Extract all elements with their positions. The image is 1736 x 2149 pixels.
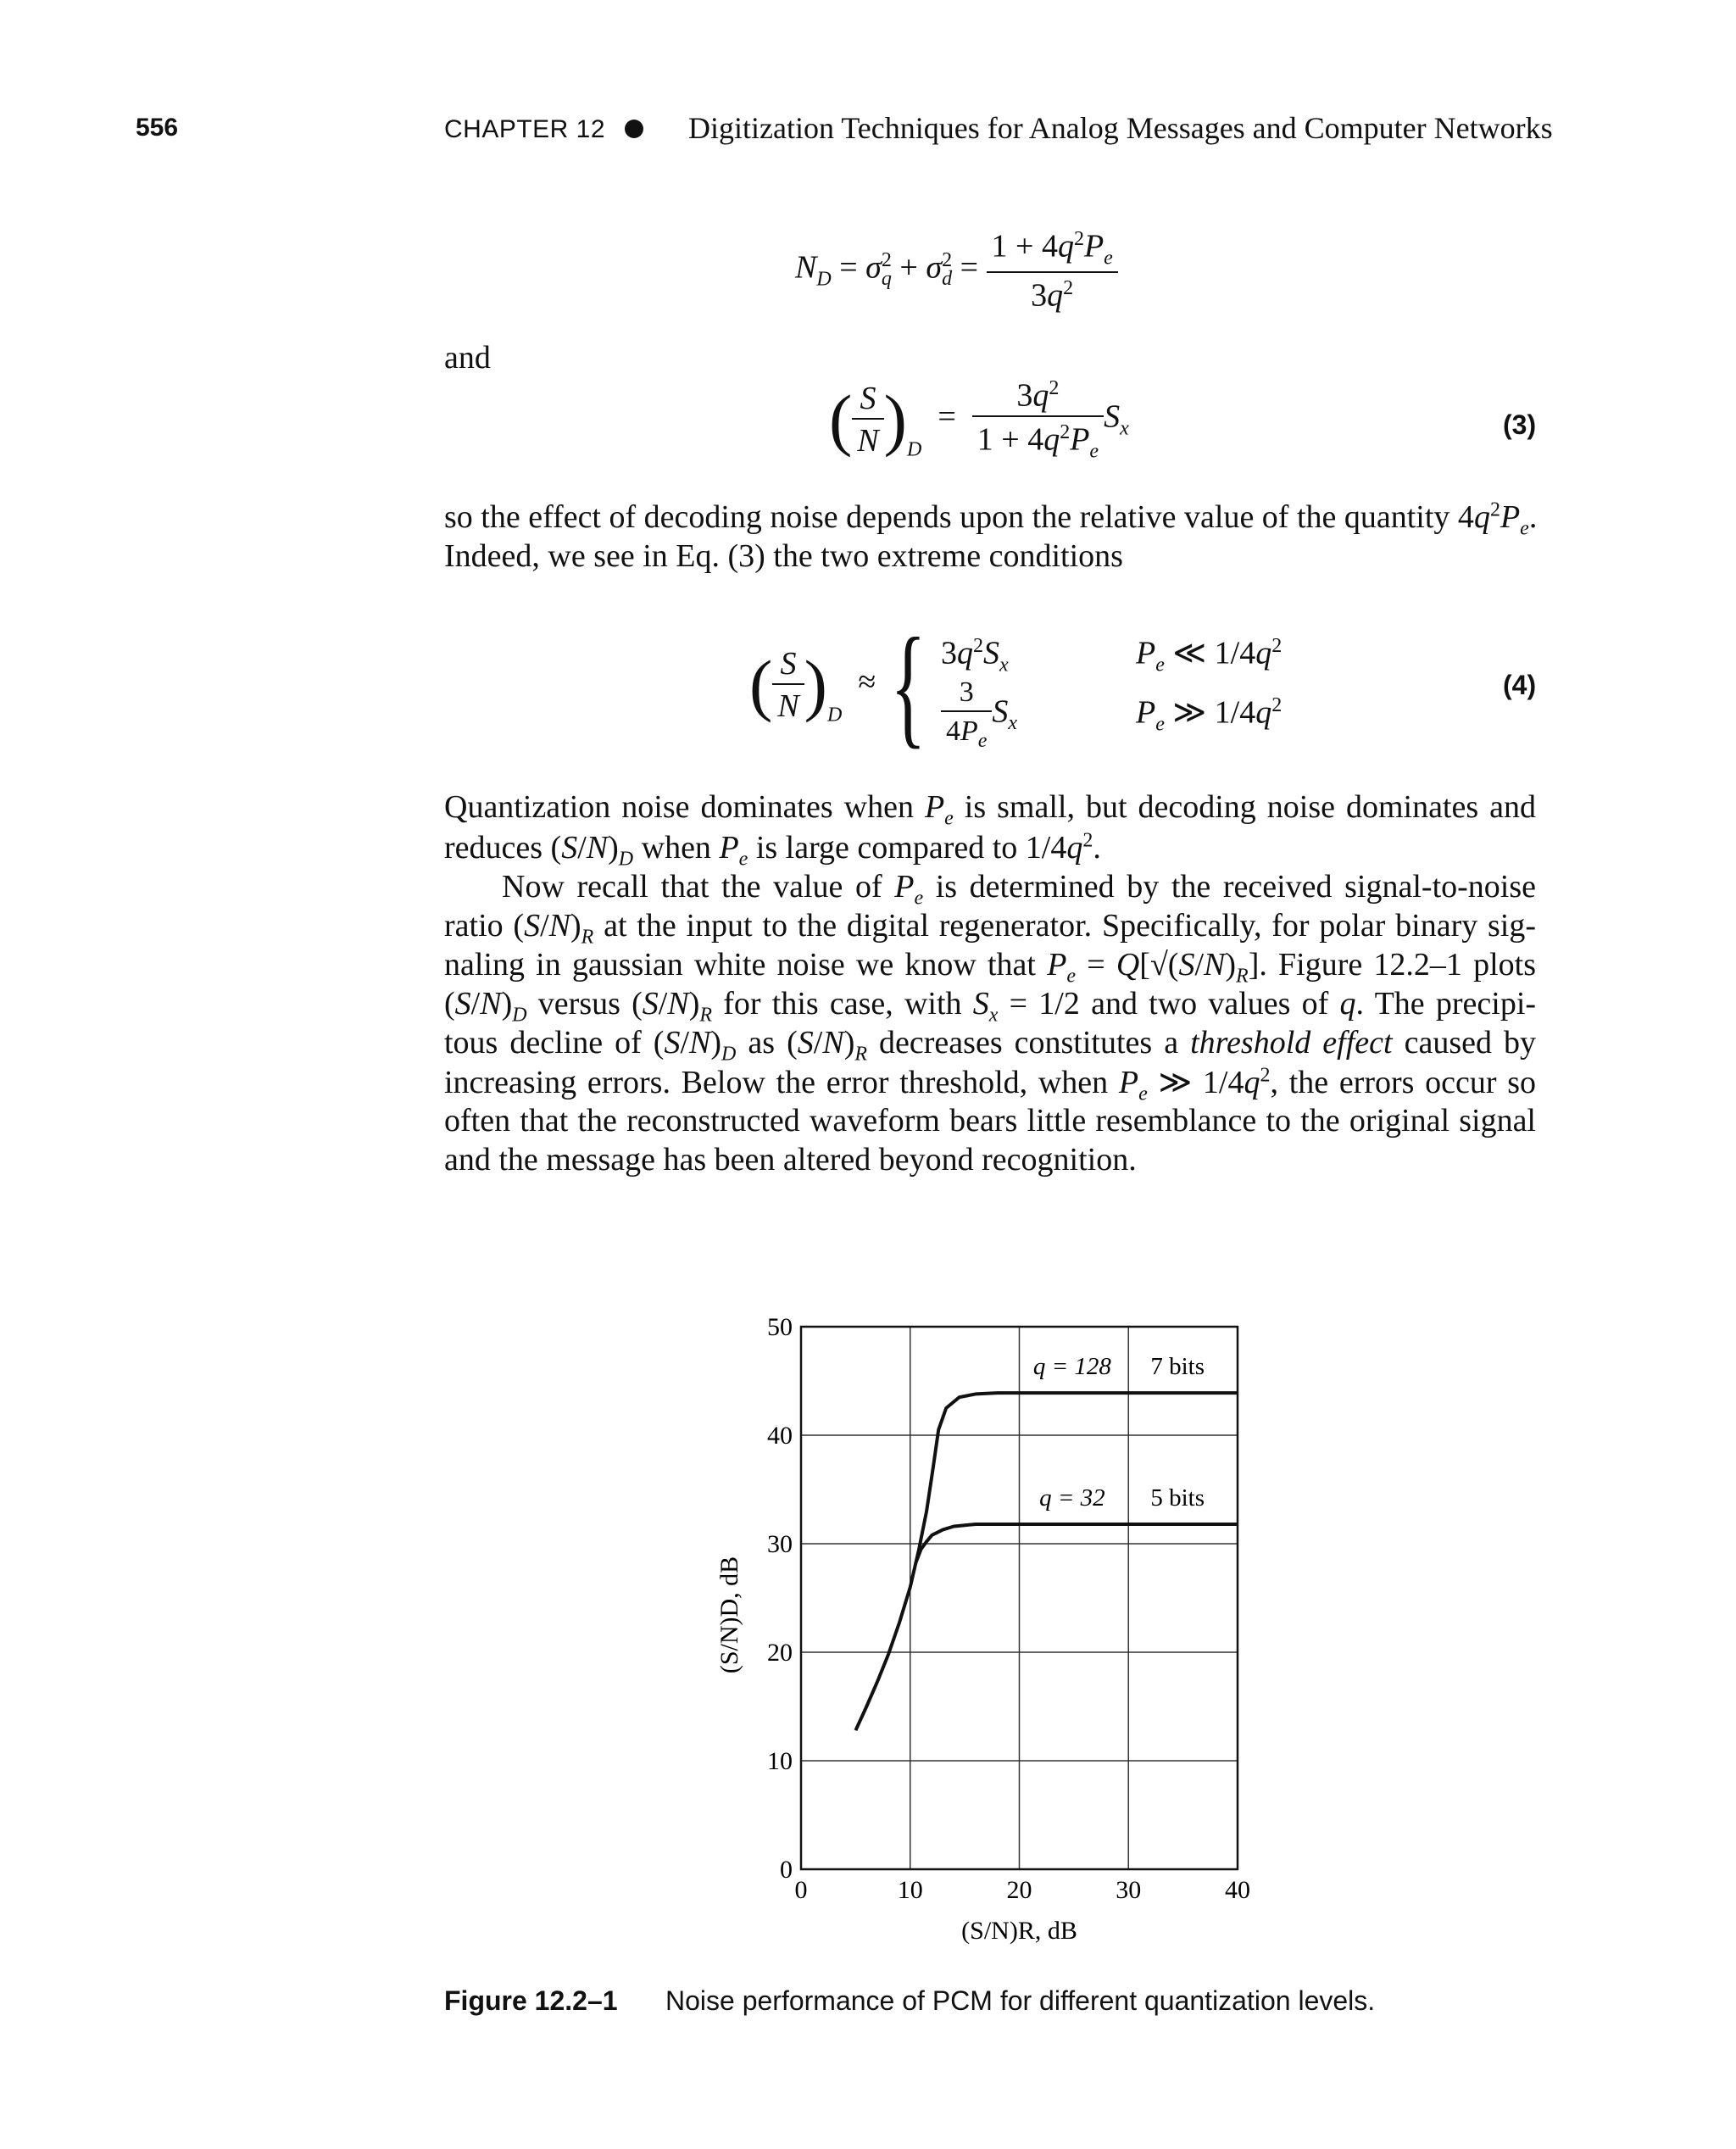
- pcm-noise-chart: [704, 1306, 1297, 1967]
- paragraph-line: Now recall that the value of $P_e$ is determined by the received signal-to-noise: [502, 869, 1536, 910]
- paragraph-line: often that the reconstructed waveform bears little resemblance to the original signal: [444, 1103, 1536, 1139]
- chapter-title: Digitization Techniques for Analog Messages and Computer Networks: [688, 111, 1553, 145]
- x-tick-label: 0: [794, 1876, 808, 1904]
- x-tick-label: 30: [1116, 1876, 1142, 1904]
- equation-nd: $N_D = \sigma^2_q + \sigma^2_d$ = $\frac{1 + 4q^2P_e}{3q^2}$: [795, 229, 1118, 312]
- paragraph-line: increasing errors. Below the error threshold, when $P_e$ ≫ $1/4q^2$, the errors occur so: [444, 1064, 1537, 1105]
- equation-4-number: (4): [1503, 670, 1537, 700]
- y-tick-label: 10: [767, 1747, 793, 1775]
- paragraph-line: naling in gaussian white noise we know that $P_e = Q[√(S/N)_R]$. Figure 12.2–1 plots: [444, 947, 1537, 988]
- figure-caption-text: Noise performance of PCM for different quantization levels.: [665, 1985, 1376, 2016]
- paragraph-line: $(S/N)_D$ versus $(S/N)_R$ for this case, with $S_x = 1/2$ and two values of q. The precipi-: [444, 986, 1537, 1027]
- series-bits-label: 7 bits: [1150, 1353, 1205, 1381]
- chapter-label: CHAPTER 12: [444, 115, 606, 143]
- x-tick-label: 10: [897, 1876, 923, 1904]
- page-number: 556: [136, 114, 179, 142]
- header-bullet: [625, 120, 643, 138]
- series-label: q = 128: [1032, 1353, 1111, 1381]
- equation-3-number: (3): [1503, 409, 1537, 440]
- paragraph-line: Indeed, we see in Eq. (3) the two extreme conditions: [444, 538, 1123, 574]
- y-tick-label: 30: [767, 1530, 793, 1558]
- and-word: and: [444, 340, 491, 376]
- x-tick-label: 40: [1225, 1876, 1250, 1904]
- equation-4: ( $\frac{S}{N}$ )$_D$ ≈ { $3q^2S_x$ $P_e$ ≪ $1/4q^2$ $\frac{3}{4P_e}$ $S_x$ $P_e$ ≫ $1/4q^2$: [749, 610, 1283, 760]
- y-tick-label: 40: [767, 1422, 793, 1450]
- y-axis-label: (S/N)D, dB: [715, 1556, 743, 1674]
- paragraph-line: Quantization noise dominates when $P_e$ is small, but decoding noise dominates and: [444, 789, 1536, 830]
- series-label: q = 32: [1039, 1484, 1105, 1512]
- figure-caption-label: Figure 12.2–1: [444, 1985, 618, 2016]
- paragraph-line: ratio $(S/N)_R$ at the input to the digital regenerator. Specifically, for polar binary sig-: [444, 908, 1537, 949]
- paragraph-line: tous decline of $(S/N)_D$ as $(S/N)_R$ decreases constitutes a threshold effect caused by: [444, 1025, 1537, 1066]
- x-axis-label: (S/N)R, dB: [961, 1917, 1077, 1945]
- paragraph-line: so the effect of decoding noise depends upon the relative value of the quantity $4q^2P_e$.: [444, 498, 1538, 540]
- series-bits-label: 5 bits: [1150, 1484, 1205, 1512]
- equation-3: ( $\frac{S}{N}$ )$_D$ = $\frac{3q^2}{1 + 4q^2P_e}$ $S_x$: [829, 377, 1129, 462]
- series-line: [855, 1393, 1238, 1730]
- paragraph-line: and the message has been altered beyond recognition.: [444, 1142, 1137, 1177]
- y-tick-label: 0: [780, 1856, 793, 1884]
- y-tick-label: 20: [767, 1639, 793, 1667]
- x-tick-label: 20: [1006, 1876, 1032, 1904]
- y-tick-label: 50: [767, 1313, 793, 1341]
- paragraph-line: reduces $(S/N)_D$ when $P_e$ is large compared to $1/4q^2$.: [444, 829, 1101, 871]
